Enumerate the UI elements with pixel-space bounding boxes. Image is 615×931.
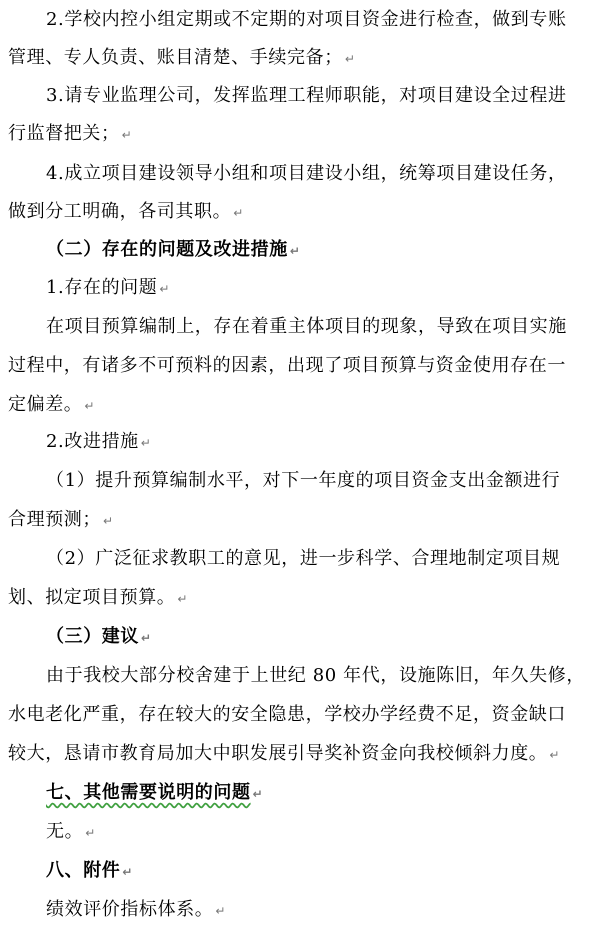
- heading-text: （二）存在的问题及改进措施: [46, 239, 288, 260]
- section-heading: [0, 230, 615, 270]
- line-text: 行监督把关；: [8, 123, 120, 144]
- paragraph-mark-icon: ↵: [549, 748, 561, 762]
- paragraph-mark-icon: ↵: [122, 865, 134, 879]
- paragraph-line: [0, 695, 615, 735]
- line-text: 水电老化严重，存在较大的安全隐患，学校办学经费不足，资金缺口: [8, 704, 566, 725]
- paragraph-line: [0, 385, 615, 425]
- line-text: 3.请专业监理公司，发挥监理工程师职能，对项目建设全过程进: [46, 85, 567, 106]
- paragraph-line: [0, 38, 615, 78]
- heading-text: 七、其他需要说明的问题: [46, 782, 251, 803]
- paragraph-line: [0, 154, 615, 194]
- heading-text: （三）建议: [46, 626, 139, 647]
- paragraph-mark-icon: ↵: [159, 282, 171, 296]
- paragraph-mark-icon: ↵: [84, 399, 96, 413]
- line-text: 由于我校大部分校舍建于上世纪 80 年代，设施陈旧，年久失修，: [46, 665, 585, 686]
- paragraph-line: [0, 307, 615, 347]
- paragraph-mark-icon: ↵: [233, 206, 244, 220]
- paragraph-line: [0, 578, 615, 618]
- line-text: 定偏差。: [8, 394, 83, 415]
- line-text: 无。: [46, 821, 84, 842]
- paragraph-mark-icon: ↵: [289, 244, 301, 258]
- paragraph-mark-icon: ↵: [141, 631, 152, 645]
- paragraph-mark-icon: ↵: [103, 514, 114, 528]
- paragraph-line: [0, 422, 615, 462]
- line-text: 过程中，有诸多不可预料的因素，出现了项目预算与资金使用存在一: [8, 355, 566, 376]
- line-text: （1）提升预算编制水平，对下一年度的项目资金支出金额进行: [46, 470, 561, 491]
- paragraph-mark-icon: ↵: [252, 787, 264, 801]
- line-text: 较大，恳请市教育局加大中职发展引导奖补资金向我校倾斜力度。: [8, 743, 548, 764]
- paragraph-mark-icon: ↵: [215, 904, 227, 918]
- line-text: 做到分工明确，各司其职。: [8, 201, 232, 222]
- paragraph-line: [0, 114, 615, 154]
- section-heading: [0, 773, 615, 813]
- paragraph-mark-icon: ↵: [140, 436, 152, 450]
- section-heading: [0, 851, 615, 891]
- paragraph-line: [0, 656, 615, 696]
- paragraph-line: [0, 539, 615, 579]
- line-text: 划、拟定项目预算。: [8, 587, 176, 608]
- section-heading: [0, 617, 615, 657]
- paragraph-line: [0, 890, 615, 930]
- paragraph-line: [0, 76, 615, 116]
- line-text: 2.改进措施: [46, 431, 139, 452]
- paragraph-line: [0, 500, 615, 540]
- paragraph-line: [0, 812, 615, 852]
- line-text: （2）广泛征求教职工的意见，进一步科学、合理地制定项目规: [46, 548, 561, 569]
- paragraph-mark-icon: ↵: [177, 592, 189, 606]
- paragraph-line: [0, 192, 615, 232]
- paragraph-line: [0, 268, 615, 308]
- line-text: 绩效评价指标体系。: [46, 899, 214, 920]
- heading-text: 八、附件: [46, 860, 121, 881]
- line-text: 管理、专人负责、账目清楚、手续完备；: [8, 47, 343, 68]
- paragraph-line: [0, 461, 615, 501]
- line-text: 在项目预算编制上，存在着重主体项目的现象，导致在项目实施: [46, 316, 567, 337]
- line-text: 2.学校内控小组定期或不定期的对项目资金进行检查，做到专账: [46, 9, 567, 30]
- paragraph-mark-icon: ↵: [121, 128, 133, 142]
- paragraph-line: [0, 0, 615, 40]
- line-text: 4.成立项目建设领导小组和项目建设小组，统筹项目建设任务，: [46, 163, 567, 184]
- paragraph-line: [0, 734, 615, 774]
- paragraph-line: [0, 346, 615, 386]
- line-text: 1.存在的问题: [46, 277, 158, 298]
- line-text: 合理预测；: [8, 509, 101, 530]
- paragraph-mark-icon: ↵: [85, 826, 96, 840]
- paragraph-mark-icon: ↵: [344, 52, 356, 66]
